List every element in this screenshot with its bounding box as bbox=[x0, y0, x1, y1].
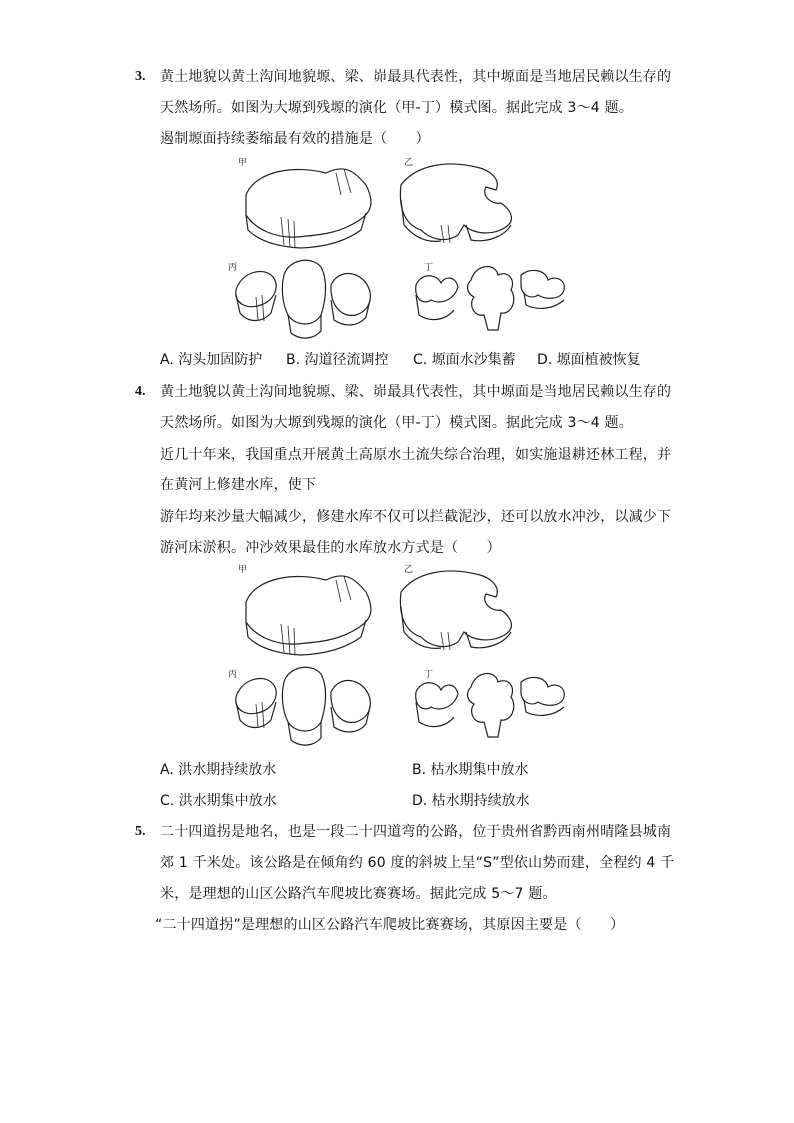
panel-label-ding: 丁 bbox=[424, 670, 434, 680]
panel-label-jia: 甲 bbox=[238, 158, 248, 168]
question-prompt: 遏制塬面持续萎缩最有效的措施是（ ） bbox=[160, 131, 430, 147]
question-prompt: 游河床淤积。冲沙效果最佳的水库放水方式是（ ） bbox=[160, 540, 501, 556]
question-stem-line: 二十四道拐是地名，也是一段二十四道弯的公路，位于贵州省黔西南州晴隆县城南 bbox=[160, 824, 672, 840]
question-prompt: “二十四道拐”是理想的山区公路汽车爬坡比赛赛场，其原因主要是（ ） bbox=[155, 917, 625, 933]
loess-tableland-evolution-diagram bbox=[226, 562, 576, 752]
question-stem-line: 天然场所。如图为大塬到残塬的演化（甲-丁）模式图。据此完成 3～4 题。 bbox=[160, 415, 633, 431]
question-stem-line: 游年均来沙量大幅减少，修建水库不仅可以拦截泥沙，还可以放水冲沙，以减少下 bbox=[160, 509, 672, 525]
panel-label-jia: 甲 bbox=[238, 565, 248, 575]
question-stem-line: 黄土地貌以黄土沟间地貌塬、梁、峁最具代表性，其中塬面是当地居民赖以生存的 bbox=[160, 384, 672, 400]
question-stem-line: 米，是理想的山区公路汽车爬坡比赛赛场。据此完成 5～7 题。 bbox=[160, 886, 557, 902]
panel-label-ding: 丁 bbox=[424, 263, 434, 273]
panel-label-yi: 乙 bbox=[404, 565, 414, 575]
panel-label-yi: 乙 bbox=[404, 158, 414, 168]
loess-tableland-evolution-diagram bbox=[226, 155, 576, 345]
option-b[interactable]: B. 沟道径流调控 bbox=[286, 352, 389, 368]
question-stem-line: 天然场所。如图为大塬到残塬的演化（甲-丁）模式图。据此完成 3～4 题。 bbox=[160, 100, 633, 116]
question-stem-line: 近几十年来，我国重点开展黄土高原水土流失综合治理，如实施退耕还林工程，并 bbox=[160, 447, 672, 463]
landform-evolution-figure bbox=[226, 155, 576, 345]
panel-label-bing: 丙 bbox=[228, 670, 238, 680]
option-d[interactable]: D. 枯水期持续放水 bbox=[412, 793, 530, 809]
panel-label-bing: 丙 bbox=[228, 263, 238, 273]
question-stem-line: 在黄河上修建水库，使下 bbox=[160, 477, 317, 493]
option-c[interactable]: C. 塬面水沙集蓄 bbox=[413, 352, 516, 368]
landform-evolution-figure bbox=[226, 562, 576, 752]
question-stem-line: 郊 1 千米处。该公路是在倾角约 60 度的斜坡上呈“S”型依山势而建，全程约 4 千 bbox=[160, 855, 675, 871]
option-a[interactable]: A. 沟头加固防护 bbox=[160, 352, 263, 368]
option-c[interactable]: C. 洪水期集中放水 bbox=[160, 793, 277, 809]
option-a[interactable]: A. 洪水期持续放水 bbox=[160, 762, 277, 778]
option-d[interactable]: D. 塬面植被恢复 bbox=[537, 352, 641, 368]
question-number: 3. bbox=[135, 69, 146, 84]
question-number: 4. bbox=[135, 384, 146, 399]
question-number: 5. bbox=[135, 824, 146, 839]
question-stem-line: 黄土地貌以黄土沟间地貌塬、梁、峁最具代表性，其中塬面是当地居民赖以生存的 bbox=[160, 69, 672, 85]
option-b[interactable]: B. 枯水期集中放水 bbox=[412, 762, 529, 778]
